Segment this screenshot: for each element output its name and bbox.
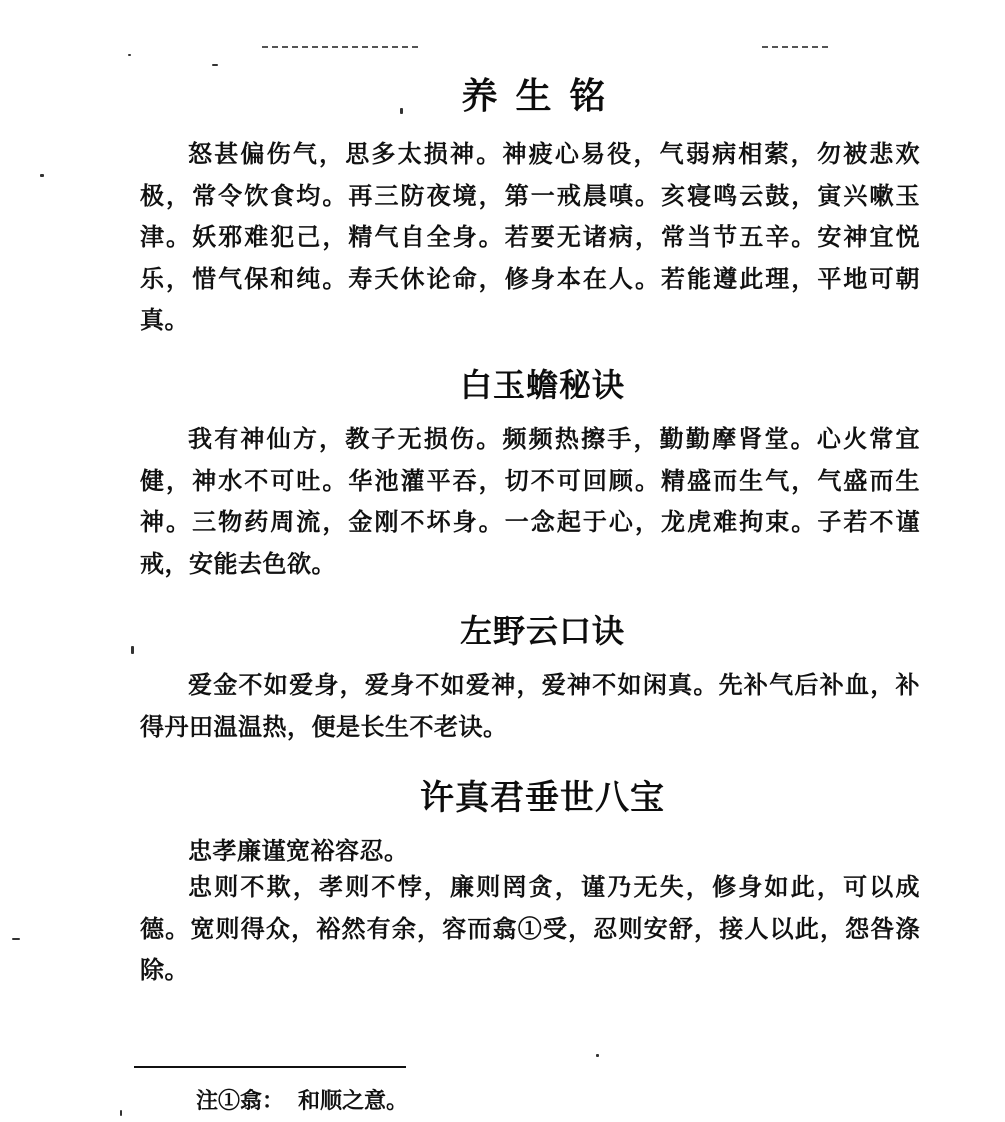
scan-speck: [120, 1110, 122, 1116]
section-paragraph: 忠孝廉谨宽裕容忍。: [188, 836, 409, 865]
section-title-xuzhenjun: 许真君垂世八宝: [420, 778, 665, 818]
scan-speck: [212, 64, 218, 66]
section-title-baiyuchan: 白玉蟾秘诀: [459, 366, 625, 404]
section-title-zuoyeyun: 左野云口诀: [459, 612, 625, 650]
footnote-text: 和顺之意。: [298, 1088, 409, 1114]
footnote: [196, 1084, 408, 1115]
section-paragraph: 怒甚偏伤气，思多太损神。神疲心易役，气弱病相萦，勿被悲欢极，常令饮食均。再三防夜境，第一戒晨嗔。亥寝鸣云鼓，寅兴嗽玉津。妖邪难犯己，精气自全身。若要无诸病，常当节五辛。安神宜悦乐，惜气保和纯。寿夭休论命，修身本在人。若能遵此理，平地可朝真。: [140, 139, 920, 334]
section-paragraph: 忠则不欺，孝则不悖，廉则罔贪，谨乃无失，修身如此，可以成德。宽则得众，裕然有余，容而翕①受，忍则安舒，接人以此，怨咎涤除。: [140, 872, 920, 984]
scan-speck: [596, 1054, 599, 1057]
section-paragraph: 我有神仙方，教子无损伤。频频热擦手，勤勤摩肾堂。心火常宜健，神水不可吐。华池灌平吞，切不可回顾。精盛而生气，气盛而生神。三物药周流，金刚不坏身。一念起于心，龙虎难拘束。子若不谨戒，安能去色欲。: [140, 424, 920, 578]
footnote-divider: [134, 1066, 406, 1068]
scan-speck: [128, 54, 131, 56]
section-title-yangshengming: 养生铭: [461, 75, 624, 117]
scan-artifact-line: [262, 46, 422, 48]
scan-speck: [12, 938, 20, 940]
scan-speck: [40, 174, 44, 177]
scan-artifact-line: [762, 46, 832, 48]
section-paragraph: 爱金不如爱身，爱身不如爱神，爱神不如闲真。先补气后补血，补得丹田温温热，便是长生不老诀。: [140, 670, 920, 741]
footnote-marker: 注①翕：: [196, 1088, 285, 1114]
